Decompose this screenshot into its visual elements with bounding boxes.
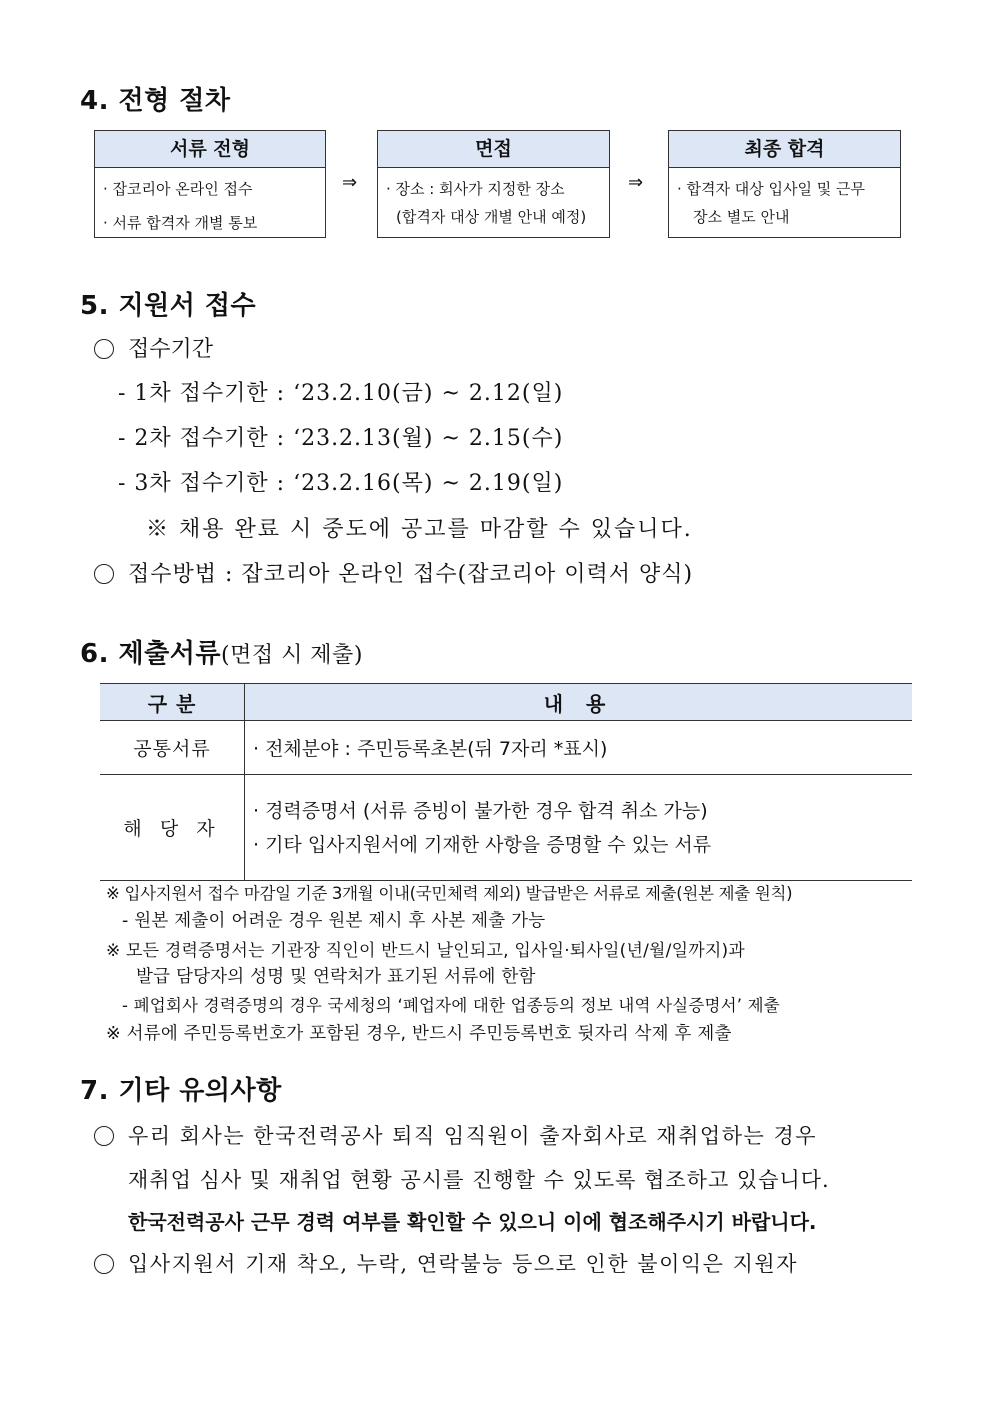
note-line: ※ 모든 경력증명서는 기관장 직인이 반드시 날인되고, 입사일·퇴사일(년/월/일까지)과 (106, 941, 745, 961)
step-line: 장소 별도 안내 (693, 208, 790, 226)
section-6-title-rest: (면접 시 제출) (220, 643, 363, 668)
note-line: 발급 담당자의 성명 및 연락처가 표기된 서류에 한함 (136, 967, 536, 987)
row-items (245, 775, 913, 881)
period-line-3: - 3차 접수기한 : ‘23.2.16(목) ~ 2.19(일) (118, 471, 564, 496)
step-box-document-screening (94, 130, 326, 238)
step-line: · 장소 : 회사가 지정한 장소 (386, 180, 565, 198)
notice-line-bold: 한국전력공사 근무 경력 여부를 확인할 수 있으니 이에 협조해주시기 바랍니다. (128, 1210, 817, 1234)
method-line (94, 557, 693, 588)
step-line: · 잡코리아 온라인 접수 (103, 180, 253, 198)
notice-line-2: 재취업 심사 및 재취업 현황 공시를 진행할 수 있도록 협조하고 있습니다. (128, 1168, 830, 1192)
table-row (100, 721, 912, 775)
step-head: 서류 전형 (95, 131, 325, 168)
row-label: 해 당 자 (100, 775, 245, 881)
period-line-1: - 1차 접수기한 : ‘23.2.10(금) ~ 2.12(일) (118, 381, 564, 406)
documents-table (100, 683, 912, 881)
notice-text: 입사지원서 기재 착오, 누락, 연락불능 등으로 인한 불이익은 지원자 (128, 1252, 798, 1276)
circle-bullet-icon (94, 1126, 114, 1146)
step-line: (합격자 대상 개별 안내 예정) (396, 208, 587, 226)
step-line: · 합격자 대상 입사일 및 근무 (677, 180, 865, 198)
table-header-row (100, 684, 912, 721)
note-line: - 원본 제출이 어려운 경우 원본 제시 후 사본 제출 가능 (122, 911, 546, 931)
row-item: · 기타 입사지원서에 기재한 사항을 증명할 수 있는 서류 (253, 833, 712, 856)
section-6-title (80, 633, 363, 670)
note-line: ※ 입사지원서 접수 마감일 기준 3개월 이내(국민체력 제외) 발급받은 서류로 제출(원본 제출 원칙) (106, 884, 793, 903)
section-5-title: 5. 지원서 접수 (80, 291, 257, 321)
notice-text: 우리 회사는 한국전력공사 퇴직 임직원이 출자회사로 재취업하는 경우 (128, 1124, 818, 1148)
arrow-icon: ⇒ (628, 172, 644, 193)
header-content: 내 용 (245, 684, 913, 721)
step-line: · 서류 합격자 개별 통보 (103, 214, 258, 232)
notice-line-4 (94, 1248, 798, 1278)
period-line-2: - 2차 접수기한 : ‘23.2.13(월) ~ 2.15(수) (118, 426, 564, 451)
step-head: 면접 (378, 131, 609, 168)
notice-line-1 (94, 1120, 817, 1150)
step-head: 최종 합격 (669, 131, 900, 168)
section-7-title: 7. 기타 유의사항 (80, 1076, 282, 1106)
row-item: · 전체분야 : 주민등록초본(뒤 7자리 *표시) (245, 721, 913, 775)
arrow-icon: ⇒ (342, 172, 358, 193)
note-line: - 폐업회사 경력증명의 경우 국세청의 ‘폐업자에 대한 업종등의 정보 내역 사실증명서’ 제출 (122, 996, 780, 1015)
header-category: 구 분 (100, 684, 245, 721)
row-item: · 경력증명서 (서류 증빙이 불가한 경우 합격 취소 가능) (253, 799, 708, 822)
circle-bullet-icon (94, 339, 114, 359)
circle-bullet-icon (94, 564, 114, 584)
note-line: ※ 서류에 주민등록번호가 포함된 경우, 반드시 주민등록번호 뒷자리 삭제 후 제출 (106, 1024, 732, 1044)
period-label: 접수기간 (128, 337, 214, 362)
step-box-interview (377, 130, 610, 238)
circle-bullet-icon (94, 1254, 114, 1274)
step-box-final-pass (668, 130, 901, 238)
section-6-title-bold: 6. 제출서류 (80, 639, 221, 669)
section-4-title: 4. 전형 절차 (80, 86, 231, 116)
table-row (100, 775, 912, 881)
method-text: 접수방법 : 잡코리아 온라인 접수(잡코리아 이력서 양식) (128, 562, 694, 587)
period-heading (94, 332, 213, 363)
row-label: 공통서류 (100, 721, 245, 775)
early-close-notice: ※ 채용 완료 시 중도에 공고를 마감할 수 있습니다. (146, 517, 693, 542)
